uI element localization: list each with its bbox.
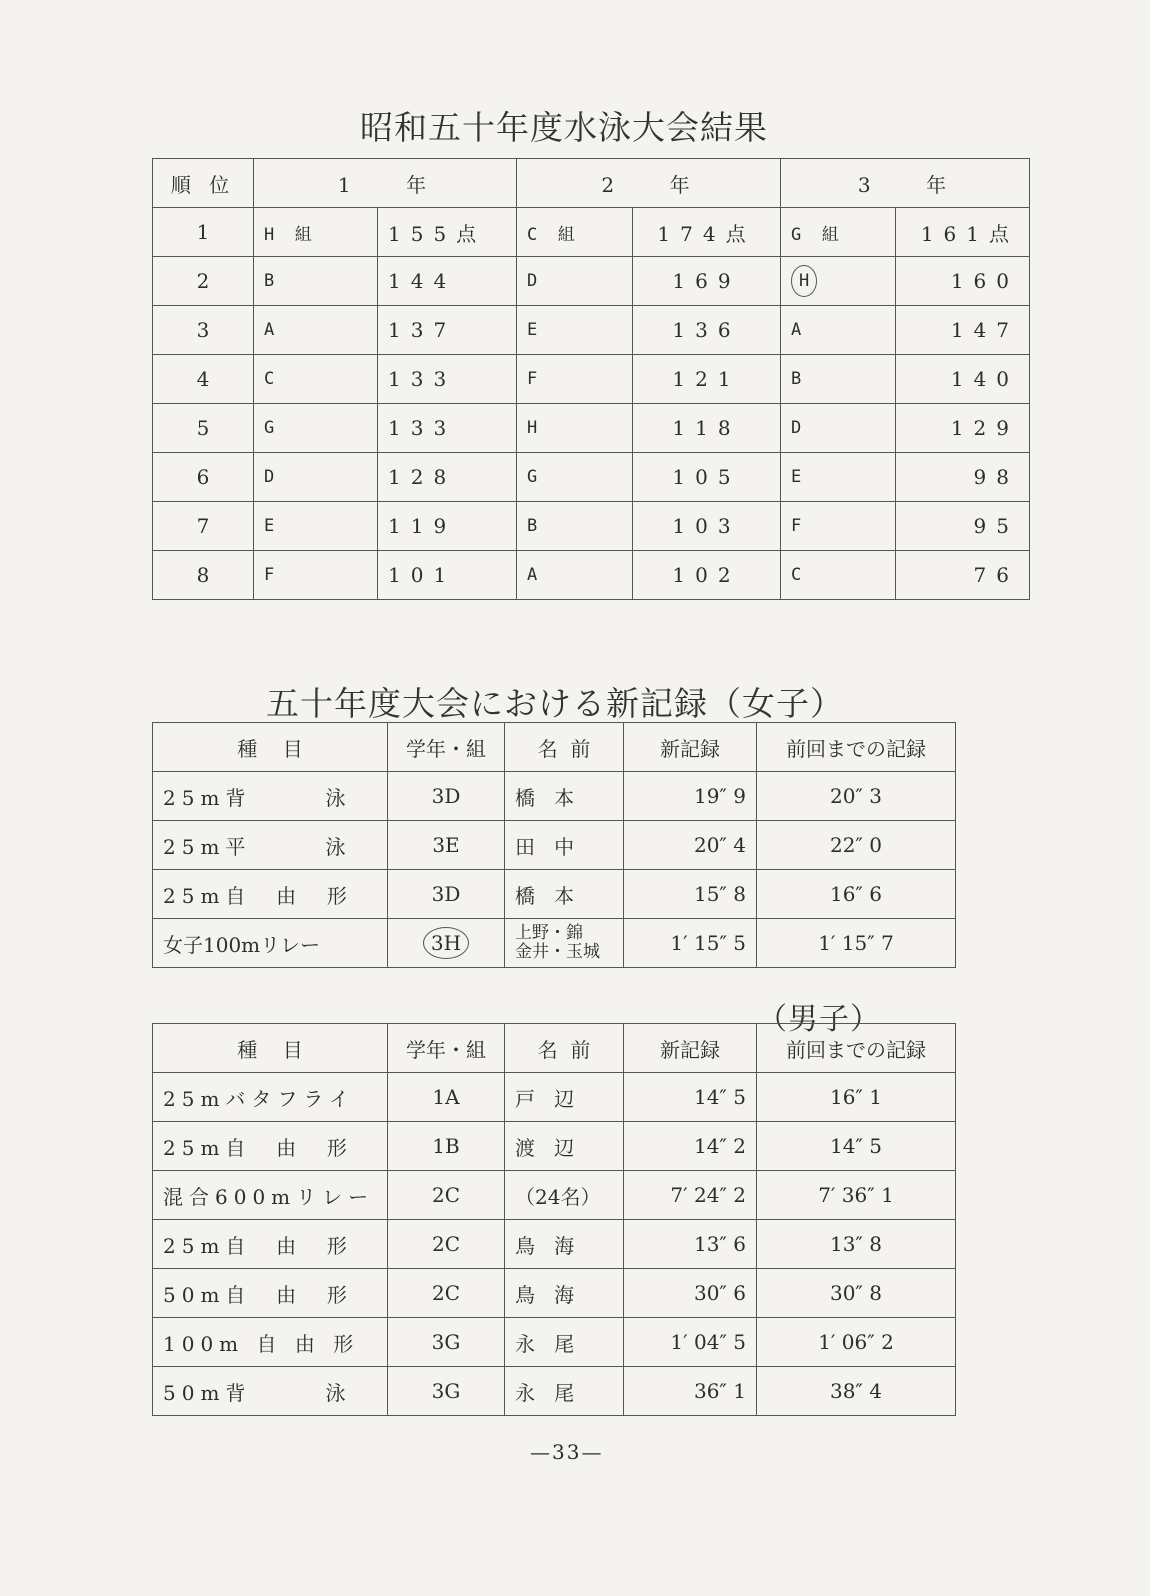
boys-row — [153, 1220, 956, 1269]
previous-record: 1′ 15″ 7 — [757, 919, 956, 968]
year1-score: 137 — [378, 306, 517, 355]
name: 鳥 海 — [505, 1269, 624, 1318]
year1-score: 144 — [378, 257, 517, 306]
rank: 3 — [153, 306, 254, 355]
girls-row — [153, 919, 956, 968]
previous-record: 16″ 6 — [757, 870, 956, 919]
new-record: 1′ 15″ 5 — [624, 919, 757, 968]
header-class: 学年・組 — [388, 1024, 505, 1073]
year3-score: 160 — [896, 257, 1030, 306]
name: 永 尾 — [505, 1367, 624, 1416]
header-name: 名 前 — [505, 723, 624, 772]
previous-record: 20″ 3 — [757, 772, 956, 821]
year1-class: C — [254, 355, 378, 404]
event: 女子100mリレー — [153, 919, 388, 968]
class: 3G — [388, 1318, 505, 1367]
header-rank: 順 位 — [153, 159, 254, 208]
year3-class — [781, 257, 896, 306]
year2-score: 136 — [633, 306, 781, 355]
rank: 7 — [153, 502, 254, 551]
header-event: 種 目 — [153, 723, 388, 772]
year1-score: 119 — [378, 502, 517, 551]
header-event: 種 目 — [153, 1024, 388, 1073]
boys-row — [153, 1269, 956, 1318]
previous-record: 14″ 5 — [757, 1122, 956, 1171]
year3-class: D — [781, 404, 896, 453]
girls-header-row — [153, 723, 956, 772]
year3-class: G 組 — [781, 208, 896, 257]
class — [388, 919, 505, 968]
event: 25m自 由 形 — [153, 1122, 388, 1171]
relay-names-line1: 上野・錦 — [515, 923, 583, 943]
event: 25m自 由 形 — [153, 870, 388, 919]
girls-row — [153, 870, 956, 919]
year3-class: E — [781, 453, 896, 502]
name: （24名） — [505, 1171, 624, 1220]
class: 3G — [388, 1367, 505, 1416]
year2-score: 169 — [633, 257, 781, 306]
year1-score: 133 — [378, 355, 517, 404]
relay-names-line2: 金井・玉城 — [515, 942, 600, 962]
boys-header-row — [153, 1024, 956, 1073]
year3-class: F — [781, 502, 896, 551]
circled-class: 3H — [423, 927, 469, 959]
class: 1A — [388, 1073, 505, 1122]
year1-class: E — [254, 502, 378, 551]
girls-records-title: 五十年度大会における新記録（女子） — [266, 684, 844, 723]
name: 永 尾 — [505, 1318, 624, 1367]
year1-class: F — [254, 551, 378, 600]
previous-record: 30″ 8 — [757, 1269, 956, 1318]
results-row — [153, 551, 1030, 600]
year2-class: G — [517, 453, 633, 502]
event: 50m背 泳 — [153, 1367, 388, 1416]
year2-class: B — [517, 502, 633, 551]
year1-class: D — [254, 453, 378, 502]
results-row — [153, 306, 1030, 355]
boys-row — [153, 1122, 956, 1171]
year3-score: 95 — [896, 502, 1030, 551]
results-header-row — [153, 159, 1030, 208]
page-number: —33— — [530, 1440, 604, 1464]
year3-class: A — [781, 306, 896, 355]
boys-row — [153, 1318, 956, 1367]
year2-score: 105 — [633, 453, 781, 502]
year2-score: 174点 — [633, 208, 781, 257]
girls-row — [153, 821, 956, 870]
relay-names — [515, 924, 600, 962]
event: 25m背 泳 — [153, 772, 388, 821]
class: 1B — [388, 1122, 505, 1171]
header-year2: 2 年 — [517, 159, 781, 208]
name: 渡 辺 — [505, 1122, 624, 1171]
header-year3: 3 年 — [781, 159, 1030, 208]
boys-records-title: （男子） — [757, 1002, 881, 1037]
year2-class: E — [517, 306, 633, 355]
event: 50m自 由 形 — [153, 1269, 388, 1318]
name: 田 中 — [505, 821, 624, 870]
year2-class: C 組 — [517, 208, 633, 257]
event: 混合600mリレー — [153, 1171, 388, 1220]
year1-score: 133 — [378, 404, 517, 453]
year1-score: 101 — [378, 551, 517, 600]
year3-class: B — [781, 355, 896, 404]
previous-record: 22″ 0 — [757, 821, 956, 870]
year2-score: 103 — [633, 502, 781, 551]
year2-class: F — [517, 355, 633, 404]
results-title: 昭和五十年度水泳大会結果 — [360, 108, 768, 147]
boys-row — [153, 1171, 956, 1220]
results-row — [153, 355, 1030, 404]
boys-row — [153, 1367, 956, 1416]
year2-score: 102 — [633, 551, 781, 600]
header-class: 学年・組 — [388, 723, 505, 772]
class: 3D — [388, 772, 505, 821]
year2-score: 118 — [633, 404, 781, 453]
new-record: 15″ 8 — [624, 870, 757, 919]
year1-class: H 組 — [254, 208, 378, 257]
class: 2C — [388, 1269, 505, 1318]
new-record: 7′ 24″ 2 — [624, 1171, 757, 1220]
header-previous-record: 前回までの記録 — [757, 723, 956, 772]
year1-class: A — [254, 306, 378, 355]
results-table — [152, 158, 1030, 600]
new-record: 1′ 04″ 5 — [624, 1318, 757, 1367]
year1-score: 155点 — [378, 208, 517, 257]
year2-class: A — [517, 551, 633, 600]
class: 2C — [388, 1220, 505, 1269]
rank: 8 — [153, 551, 254, 600]
new-record: 30″ 6 — [624, 1269, 757, 1318]
header-previous-record: 前回までの記録 — [757, 1024, 956, 1073]
name: 鳥 海 — [505, 1220, 624, 1269]
header-new-record: 新記録 — [624, 1024, 757, 1073]
event: 25m平 泳 — [153, 821, 388, 870]
rank: 2 — [153, 257, 254, 306]
year3-score: 98 — [896, 453, 1030, 502]
previous-record: 38″ 4 — [757, 1367, 956, 1416]
rank: 6 — [153, 453, 254, 502]
year2-class: H — [517, 404, 633, 453]
boys-records-table — [152, 1023, 956, 1416]
year1-class: G — [254, 404, 378, 453]
new-record: 14″ 2 — [624, 1122, 757, 1171]
class: 3E — [388, 821, 505, 870]
rank: 4 — [153, 355, 254, 404]
header-new-record: 新記録 — [624, 723, 757, 772]
event: 25m自 由 形 — [153, 1220, 388, 1269]
year3-score: 140 — [896, 355, 1030, 404]
boys-row — [153, 1073, 956, 1122]
girls-records-table — [152, 722, 956, 968]
event: 100m 自 由 形 — [153, 1318, 388, 1367]
year1-score: 128 — [378, 453, 517, 502]
results-row — [153, 453, 1030, 502]
class: 2C — [388, 1171, 505, 1220]
header-name: 名 前 — [505, 1024, 624, 1073]
event: 25mバタフライ — [153, 1073, 388, 1122]
previous-record: 13″ 8 — [757, 1220, 956, 1269]
year3-score: 129 — [896, 404, 1030, 453]
year3-score: 161点 — [896, 208, 1030, 257]
results-row — [153, 502, 1030, 551]
previous-record: 1′ 06″ 2 — [757, 1318, 956, 1367]
previous-record: 7′ 36″ 1 — [757, 1171, 956, 1220]
class: 3D — [388, 870, 505, 919]
results-row — [153, 257, 1030, 306]
rank: 1 — [153, 208, 254, 257]
circled-class: H — [791, 265, 817, 297]
header-year1: 1 年 — [254, 159, 517, 208]
new-record: 14″ 5 — [624, 1073, 757, 1122]
new-record: 20″ 4 — [624, 821, 757, 870]
year3-score: 76 — [896, 551, 1030, 600]
year2-class: D — [517, 257, 633, 306]
name — [505, 919, 624, 968]
year3-score: 147 — [896, 306, 1030, 355]
year1-class: B — [254, 257, 378, 306]
results-row — [153, 404, 1030, 453]
name: 橋 本 — [505, 772, 624, 821]
results-row — [153, 208, 1030, 257]
girls-row — [153, 772, 956, 821]
previous-record: 16″ 1 — [757, 1073, 956, 1122]
new-record: 13″ 6 — [624, 1220, 757, 1269]
name: 戸 辺 — [505, 1073, 624, 1122]
rank: 5 — [153, 404, 254, 453]
new-record: 19″ 9 — [624, 772, 757, 821]
year2-score: 121 — [633, 355, 781, 404]
year3-class: C — [781, 551, 896, 600]
new-record: 36″ 1 — [624, 1367, 757, 1416]
name: 橋 本 — [505, 870, 624, 919]
